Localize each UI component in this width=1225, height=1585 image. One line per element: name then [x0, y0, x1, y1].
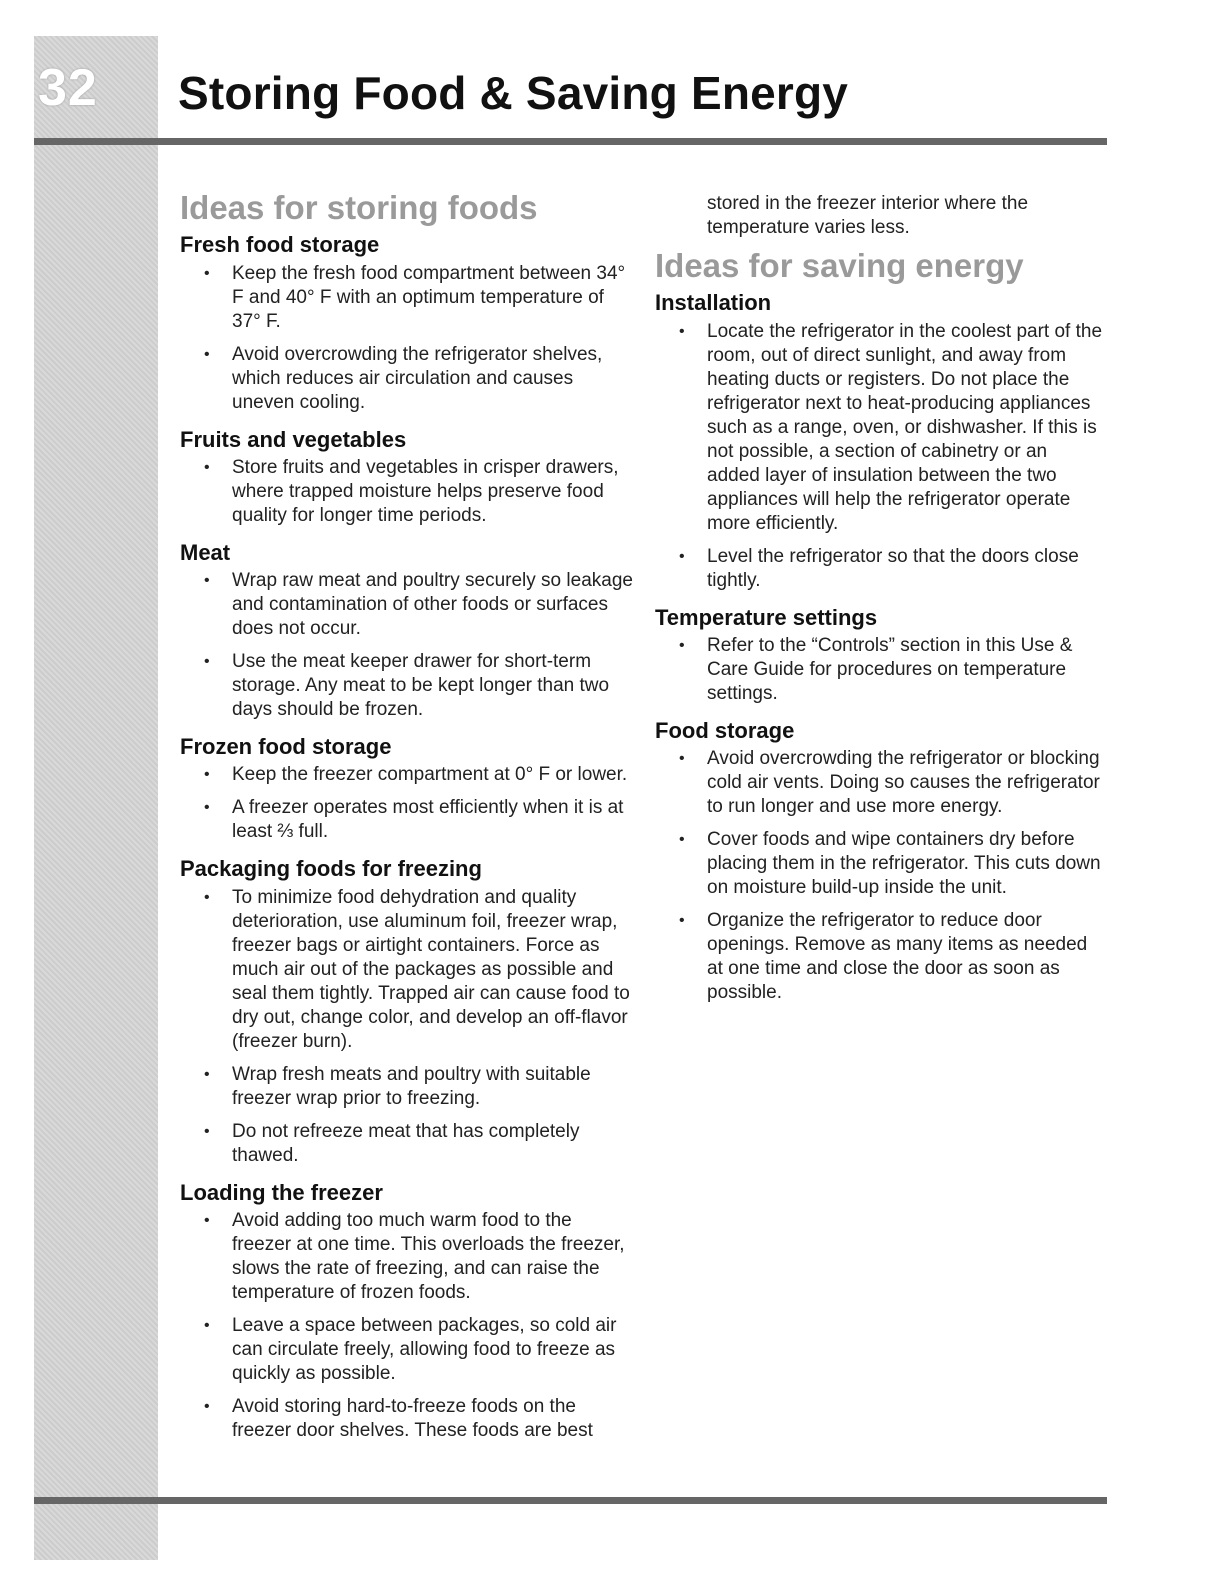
list-item: • Organize the refrigerator to reduce door openings. Remove as many items as needed at one time and close the door as soon as possible.	[707, 909, 1105, 1005]
continued-text: stored in the freezer interior where the temperature varies less.	[707, 193, 1029, 238]
list-item: • Avoid adding too much warm food to the freezer at one time. This overloads the freezer, slows the rate of freezing, and can raise the temperature of frozen foods.	[232, 1209, 635, 1305]
installation-list	[655, 320, 1105, 593]
subheading-packaging-foods: Packaging foods for freezing	[180, 856, 482, 882]
list-item: • Do not refreeze meat that has completely thawed.	[232, 1120, 635, 1168]
subheading-fruits-vegetables: Fruits and vegetables	[180, 426, 407, 452]
header-rule	[34, 138, 1107, 145]
list-item: • Level the refrigerator so that the doors close tightly.	[707, 545, 1105, 593]
list-item: • Wrap raw meat and poultry securely so leakage and contamination of other foods or surfaces does not occur.	[232, 569, 635, 641]
side-band	[34, 36, 158, 1560]
list-item: • Refer to the “Controls” section in this Use & Care Guide for procedures on temperature settings.	[707, 634, 1105, 706]
subheading-fresh-food-storage: Fresh food storage	[180, 232, 380, 258]
meat-list	[180, 569, 635, 722]
food-storage-list	[655, 747, 1105, 1005]
list-item: • A freezer operates most efficiently when it is at least ⅔ full.	[232, 796, 635, 844]
list-item: • Avoid overcrowding the refrigerator shelves, which reduces air circulation and causes uneven cooling.	[232, 343, 635, 415]
fruits-vegetables-list	[180, 456, 635, 528]
temperature-settings-list	[655, 634, 1105, 706]
list-item: • Store fruits and vegetables in crisper drawers, where trapped moisture helps preserve food quality for longer time periods.	[232, 456, 635, 528]
subheading-frozen-food-storage: Frozen food storage	[180, 734, 392, 760]
right-column	[655, 192, 1105, 1014]
storing-foods-heading: Ideas for storing foods	[180, 189, 538, 226]
list-item: • Keep the freezer compartment at 0° F or lower.	[232, 763, 635, 787]
subheading-loading-freezer: Loading the freezer	[180, 1179, 383, 1205]
subheading-temperature-settings: Temperature settings	[655, 604, 878, 630]
subheading-food-storage: Food storage	[655, 717, 795, 743]
subheading-installation: Installation	[655, 290, 772, 316]
fresh-food-list	[180, 262, 635, 415]
subheading-meat: Meat	[180, 539, 231, 565]
list-item: • Keep the fresh food compartment between 34° F and 40° F with an optimum temperature of 37° F.	[232, 262, 635, 334]
list-item: • Avoid overcrowding the refrigerator or blocking cold air vents. Doing so causes the refrigerator to run longer and use more energy.	[707, 747, 1105, 819]
list-item: • To minimize food dehydration and quality deterioration, use aluminum foil, freezer wrap, freezer bags or airtight containers. Force as much air out of the packages as possible and seal them tightly. Trapped air can cause food to dry out, change color, and develop an off-flavor (freezer burn).	[232, 886, 635, 1054]
saving-energy-heading: Ideas for saving energy	[655, 247, 1024, 284]
left-column	[180, 190, 635, 1452]
list-item: • Leave a space between packages, so cold air can circulate freely, allowing food to freeze as quickly as possible.	[232, 1314, 635, 1386]
list-item: • Cover foods and wipe containers dry before placing them in the refrigerator. This cuts down on moisture build-up inside the unit.	[707, 828, 1105, 900]
list-item: • Wrap fresh meats and poultry with suitable freezer wrap prior to freezing.	[232, 1063, 635, 1111]
loading-freezer-list	[180, 1209, 635, 1443]
packaging-list	[180, 886, 635, 1168]
page-title: Storing Food & Saving Energy	[178, 67, 849, 119]
footer-rule	[34, 1497, 1107, 1504]
list-item: • Avoid storing hard-to-freeze foods on the freezer door shelves. These foods are best	[232, 1395, 635, 1443]
frozen-food-list	[180, 763, 635, 844]
page-number: 32	[38, 59, 98, 117]
list-item: • Locate the refrigerator in the coolest part of the room, out of direct sunlight, and away from heating ducts or registers. Do not place the refrigerator next to heat-producing appliances such as a range, oven, or dishwasher. If this is not possible, a section of cabinetry or an added layer of insulation between the two appliances will help the refrigerator operate more efficiently.	[707, 320, 1105, 536]
list-item: • Use the meat keeper drawer for short-term storage. Any meat to be kept longer than two days should be frozen.	[232, 650, 635, 722]
